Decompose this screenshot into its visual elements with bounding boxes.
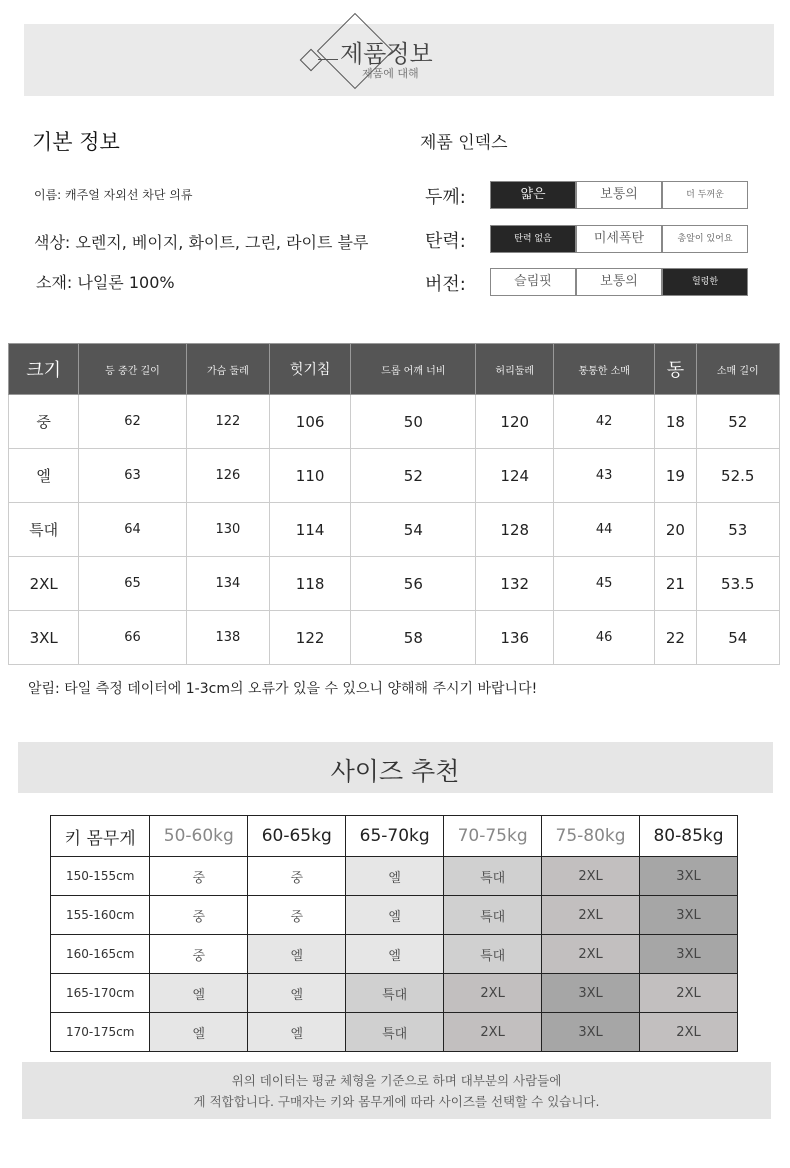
- size-column-header: 동: [655, 344, 696, 395]
- height-row-header: 150-155cm: [51, 857, 150, 896]
- size-column-header: 가슴 둘레: [186, 344, 269, 395]
- size-value-cell: 120: [476, 395, 554, 449]
- table-row: [9, 395, 780, 449]
- size-value-cell: 110: [270, 449, 351, 503]
- recommended-size-cell: 엘: [248, 1013, 346, 1052]
- index-option: 더 두꺼운: [662, 181, 748, 209]
- size-value-cell: 43: [553, 449, 654, 503]
- footer-line-1: 위의 데이터는 평균 체형을 기준으로 하며 대부분의 사람들에: [231, 1073, 562, 1088]
- recommended-size-cell: 3XL: [640, 857, 738, 896]
- size-value-cell: 66: [79, 611, 186, 665]
- recommended-size-cell: 엘: [248, 935, 346, 974]
- product-name: 이름: 캐주얼 자외선 차단 의류: [34, 188, 193, 202]
- size-value-cell: 53.5: [696, 557, 780, 611]
- size-value-cell: 52: [351, 449, 476, 503]
- size-value-cell: 136: [476, 611, 554, 665]
- size-column-header: 통통한 소매: [553, 344, 654, 395]
- table-row: [51, 1013, 738, 1052]
- recommended-size-cell: 3XL: [542, 1013, 640, 1052]
- size-value-cell: 124: [476, 449, 554, 503]
- weight-column-header: 80-85kg: [640, 816, 738, 857]
- size-value-cell: 138: [186, 611, 269, 665]
- height-row-header: 170-175cm: [51, 1013, 150, 1052]
- recommended-size-cell: 특대: [444, 896, 542, 935]
- ornament-line: [318, 59, 338, 60]
- index-option: 얇은: [490, 181, 576, 209]
- recommend-table: [50, 815, 738, 1052]
- recommended-size-cell: 3XL: [640, 896, 738, 935]
- size-value-cell: 114: [270, 503, 351, 557]
- size-value-cell: 128: [476, 503, 554, 557]
- index-option: 총알이 있어요: [662, 225, 748, 253]
- recommended-size-cell: 특대: [346, 974, 444, 1013]
- banner-subtitle: 제품에 대해: [362, 67, 419, 80]
- recommended-size-cell: 엘: [150, 974, 248, 1013]
- size-value-cell: 19: [655, 449, 696, 503]
- size-value-cell: 22: [655, 611, 696, 665]
- recommended-size-cell: 중: [248, 896, 346, 935]
- recommended-size-cell: 2XL: [444, 974, 542, 1013]
- basic-info-heading: 기본 정보: [32, 130, 120, 154]
- index-option: 슬림핏: [490, 268, 576, 296]
- index-option: 헐렁한: [662, 268, 748, 296]
- height-weight-corner: 키 몸무게: [51, 816, 150, 857]
- size-label-cell: 엘: [9, 449, 79, 503]
- size-value-cell: 44: [553, 503, 654, 557]
- product-colors: 색상: 오렌지, 베이지, 화이트, 그린, 라이트 블루: [34, 233, 369, 252]
- size-column-header: 크기: [9, 344, 79, 395]
- size-value-cell: 122: [270, 611, 351, 665]
- recommended-size-cell: 중: [150, 896, 248, 935]
- size-value-cell: 126: [186, 449, 269, 503]
- size-value-cell: 54: [351, 503, 476, 557]
- index-label: 탄력:: [425, 231, 466, 252]
- table-row: [51, 974, 738, 1013]
- size-value-cell: 52: [696, 395, 780, 449]
- size-value-cell: 62: [79, 395, 186, 449]
- product-material: 소재: 나일론 100%: [36, 273, 175, 292]
- recommend-title: 사이즈 추천: [330, 757, 460, 786]
- size-value-cell: 56: [351, 557, 476, 611]
- size-value-cell: 20: [655, 503, 696, 557]
- size-value-cell: 130: [186, 503, 269, 557]
- size-value-cell: 50: [351, 395, 476, 449]
- index-option: 미세폭탄: [576, 225, 662, 253]
- size-column-header: 헛기침: [270, 344, 351, 395]
- size-value-cell: 64: [79, 503, 186, 557]
- recommended-size-cell: 2XL: [542, 935, 640, 974]
- size-value-cell: 52.5: [696, 449, 780, 503]
- recommended-size-cell: 엘: [346, 896, 444, 935]
- size-value-cell: 58: [351, 611, 476, 665]
- recommended-size-cell: 엘: [150, 1013, 248, 1052]
- table-row: [9, 503, 780, 557]
- height-row-header: 160-165cm: [51, 935, 150, 974]
- size-value-cell: 132: [476, 557, 554, 611]
- recommended-size-cell: 특대: [444, 857, 542, 896]
- recommend-table-header: [51, 816, 738, 857]
- recommended-size-cell: 2XL: [640, 974, 738, 1013]
- recommended-size-cell: 특대: [444, 935, 542, 974]
- size-value-cell: 45: [553, 557, 654, 611]
- height-row-header: 155-160cm: [51, 896, 150, 935]
- recommended-size-cell: 엘: [346, 935, 444, 974]
- weight-column-header: 50-60kg: [150, 816, 248, 857]
- table-row: [9, 557, 780, 611]
- size-value-cell: 53: [696, 503, 780, 557]
- size-value-cell: 54: [696, 611, 780, 665]
- table-row: [51, 935, 738, 974]
- size-value-cell: 122: [186, 395, 269, 449]
- product-index-heading: 제품 인덱스: [420, 133, 508, 153]
- table-row: [9, 449, 780, 503]
- size-column-header: 드롭 어깨 너비: [351, 344, 476, 395]
- size-value-cell: 46: [553, 611, 654, 665]
- weight-column-header: 60-65kg: [248, 816, 346, 857]
- recommended-size-cell: 엘: [346, 857, 444, 896]
- table-row: [51, 857, 738, 896]
- size-label-cell: 특대: [9, 503, 79, 557]
- measurement-notice: 알림: 타일 측정 데이터에 1-3cm의 오류가 있을 수 있으니 양해해 주시기 바랍니다!: [28, 681, 538, 697]
- index-option: 보통의: [576, 181, 662, 209]
- size-column-header: 등 중간 길이: [79, 344, 186, 395]
- size-value-cell: 65: [79, 557, 186, 611]
- recommended-size-cell: 특대: [346, 1013, 444, 1052]
- size-value-cell: 134: [186, 557, 269, 611]
- footer-note: [22, 1070, 771, 1112]
- recommended-size-cell: 중: [248, 857, 346, 896]
- size-value-cell: 118: [270, 557, 351, 611]
- index-option: 보통의: [576, 268, 662, 296]
- size-value-cell: 21: [655, 557, 696, 611]
- size-column-header: 허리둘레: [476, 344, 554, 395]
- recommended-size-cell: 2XL: [542, 857, 640, 896]
- size-column-header: 소매 길이: [696, 344, 780, 395]
- size-value-cell: 106: [270, 395, 351, 449]
- recommended-size-cell: 2XL: [444, 1013, 542, 1052]
- table-row: [9, 611, 780, 665]
- size-label-cell: 3XL: [9, 611, 79, 665]
- table-row: [51, 896, 738, 935]
- index-label: 버전:: [425, 274, 466, 295]
- size-table-header: [9, 344, 780, 395]
- recommended-size-cell: 중: [150, 857, 248, 896]
- size-value-cell: 42: [553, 395, 654, 449]
- size-label-cell: 중: [9, 395, 79, 449]
- recommended-size-cell: 2XL: [542, 896, 640, 935]
- size-table: [8, 343, 780, 665]
- index-label: 두께:: [425, 187, 466, 208]
- recommended-size-cell: 중: [150, 935, 248, 974]
- recommended-size-cell: 3XL: [542, 974, 640, 1013]
- index-option: 탄력 없음: [490, 225, 576, 253]
- size-label-cell: 2XL: [9, 557, 79, 611]
- height-row-header: 165-170cm: [51, 974, 150, 1013]
- recommended-size-cell: 엘: [248, 974, 346, 1013]
- weight-column-header: 70-75kg: [444, 816, 542, 857]
- weight-column-header: 75-80kg: [542, 816, 640, 857]
- weight-column-header: 65-70kg: [346, 816, 444, 857]
- size-value-cell: 63: [79, 449, 186, 503]
- recommended-size-cell: 2XL: [640, 1013, 738, 1052]
- banner-title: 제품정보: [340, 40, 433, 68]
- recommended-size-cell: 3XL: [640, 935, 738, 974]
- size-value-cell: 18: [655, 395, 696, 449]
- footer-line-2: 게 적합합니다. 구매자는 키와 몸무게에 따라 사이즈를 선택할 수 있습니다.: [193, 1094, 600, 1109]
